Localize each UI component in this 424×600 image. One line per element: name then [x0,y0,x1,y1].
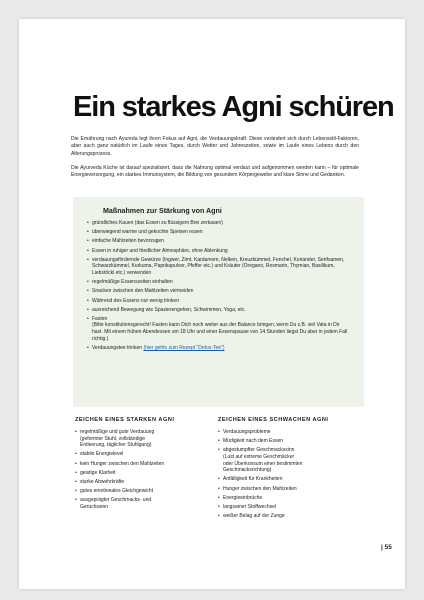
list-item-tea [87,345,350,352]
list-item: • kein Hunger zwischen den Mahlzeiten [75,461,205,468]
detox-tea-recipe-link[interactable]: (hier gehts zum Rezept "Detox-Tee") [143,344,225,351]
list-item: • Während des Essens nur wenig trinken [87,298,350,305]
list-item: • einfache Mahlzeiten bevorzugen [87,238,350,245]
tea-text: Verdauungstee trinken [92,344,143,351]
list-item-line: • ausgeprägter Geschmacks- und [80,497,152,504]
list-item: • ausreichend Bewegung wie Spazierengehen, Schwimmen, Yoga, etc. [87,307,350,314]
intro-paragraph-1: Die Ernährung nach Ayureda legt ihren Fokus auf Agni, die Verdauungskraft. Diese verändert sich durch Lebensstil-Faktoren, aber auch ganz natürlich im Laufe eines Tages, durch Wetter und Jahreszeiten, sowie im Laufe eines Lebens durch den Alterungsprozess. [71,136,359,157]
list-item-line: Geruchssinn [80,503,109,510]
fasting-label: • Fasten [92,315,108,322]
list-item-line: (Lust auf extreme Geschmäcker [223,453,295,460]
list-item: • Anfälligkeit für Krankheiten [218,476,348,483]
strong-agni-list [75,429,205,511]
list-item-line: • regelmäßige und gute Verdauung [80,429,155,435]
intro-paragraph-2: Die Ayurveda Küche ist darauf spezialisiert, dass die Nahrung optimal verdaut und aufgenommen werden kann – für optimale Energieversorgung, ein starkes Immunsystem, die Bildung von gesundem Körpergewebe und klare Sinne und Gedanken. [71,165,359,179]
page-title: Ein starkes Agni schüren [73,91,394,123]
list-item: • gründliches Kauen (das Essen zu flüssigem Brei zerkauen) [87,220,350,227]
measures-box [73,197,364,407]
list-item: • stabile Energielevel [75,451,205,458]
page-number: | 55 [381,544,392,551]
list-item: • gutes emotionales Gleichgewicht [75,488,205,495]
weak-agni-heading: ZEICHEN EINES SCHWACHEN AGNI [218,417,329,423]
measures-heading: Maßnahmen zur Stärkung von Agni [103,207,222,215]
list-item [75,497,205,510]
list-item: • starke Abwehrkräfte [75,479,205,486]
list-item: • langsamer Stoffwechsel [218,504,348,511]
list-item: • Energieeinbrüche [218,495,348,502]
list-item: • Verdauungsprobleme [218,429,348,436]
weak-agni-list [218,429,348,520]
document-page [19,19,405,589]
list-item: • geistige Klarheit [75,470,205,477]
list-item-line: Entleerung, täglicher Stuhlgang) [80,442,152,449]
weak-agni-column [218,417,348,522]
list-item: • verdauungsfördernde Gewürze (Ingwer, Zimt, Kardamom, Nelken, Kreuzkümmel, Fenchel, Koriander, Senfsamen, Schwarzkümmel, Kurkuma, Paprikapulver, Pfeffer etc.) und Kräuter (Oregano, Rosmarin, Thymian, Basilikum, Liebstöckl etc.) verwenden [87,257,350,277]
fasting-text: (Bitte konstitutionsgerecht! Fasten kann Dich noch weiter aus der Balance bringen, wenn Du z.B. viel Vata in Dir hast. Mit einem frühen Abendessen um 18 Uhr und einer Essenspause von 14 Stunden liegst Du aber in jedem Fall richtig.) [92,322,348,342]
list-item-line: oder Überkonsum einer bestimmten [223,460,303,467]
list-item-line: (geformter Stuhl, vollständige [80,435,146,442]
strong-agni-column [75,417,205,513]
list-item: • Hunger zwischen den Mahlzeiten [218,486,348,493]
list-item-fasting [87,316,350,342]
list-item: • Müdigkeit nach dem Essen [218,438,348,445]
list-item: • Snacken zwischen den Mahlzeiten vermeiden [87,288,350,295]
list-item: • Essen in ruhiger und friedlicher Atmosphäre, ohne Ablenkung [87,248,350,255]
list-item-line: • abgestumpfter Geschmackssinn [223,447,295,454]
list-item: • regelmäßige Essenszeiten einhalten [87,279,350,286]
measures-list [87,220,350,351]
strong-agni-heading: ZEICHEN EINES STARKEN AGNI [75,417,175,423]
list-item [218,447,348,473]
list-item-line: Geschmacksrichtung) [223,467,272,474]
list-item: • überwiegend warme und gekochte Speisen essen [87,229,350,236]
list-item [75,429,205,449]
list-item: • weißer Belag auf der Zunge [218,513,348,520]
